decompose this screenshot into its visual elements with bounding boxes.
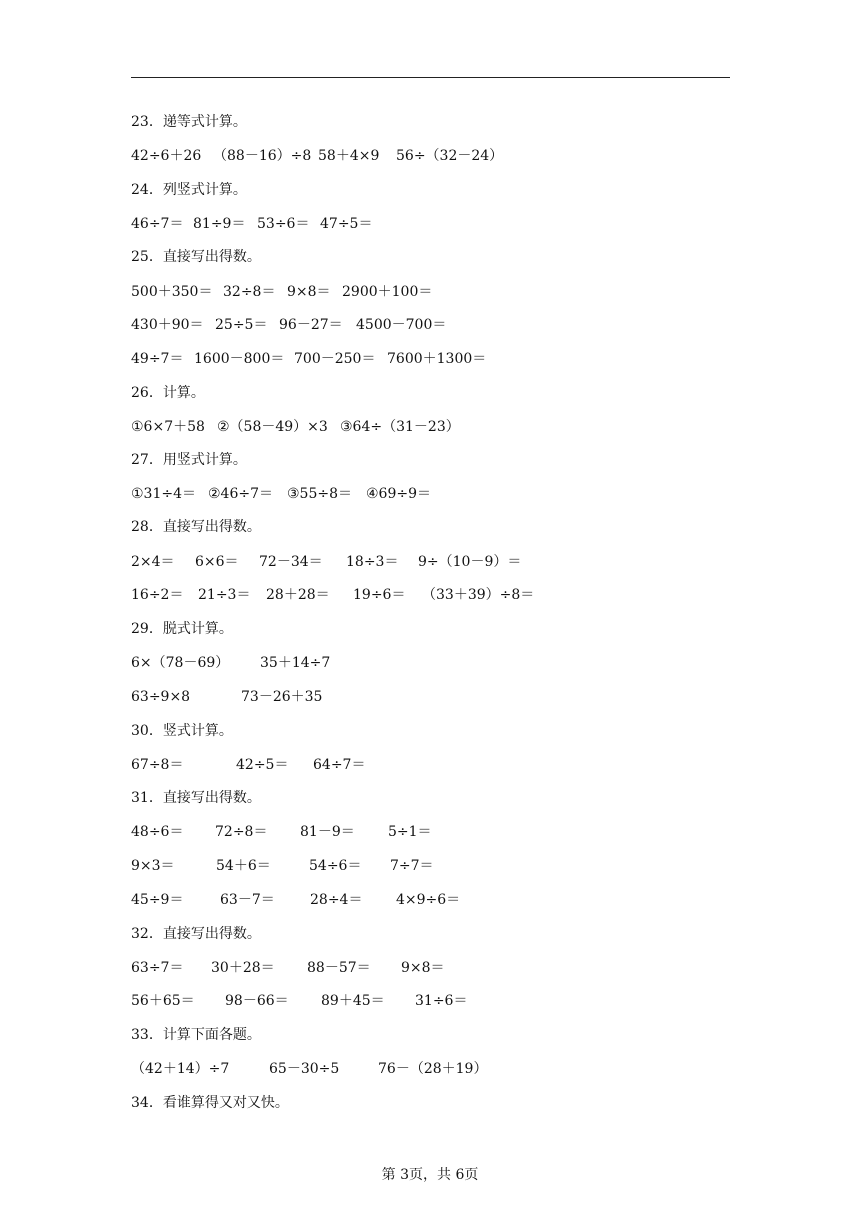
expression: 30＋28＝ xyxy=(211,960,275,976)
expression: ③64÷（31－23） xyxy=(340,419,460,435)
expression: 25÷5＝ xyxy=(215,317,268,333)
expression: 18÷3＝ xyxy=(346,554,399,570)
expression: 4500－700＝ xyxy=(356,317,447,333)
question-29-title: 29．脱式计算。 xyxy=(131,621,233,637)
expression: 58＋4×9 xyxy=(318,148,380,164)
expression: ④69÷9＝ xyxy=(366,486,432,502)
question-32-title: 32．直接写出得数。 xyxy=(131,926,261,942)
expression: 21÷3＝ xyxy=(198,587,251,603)
expression: 72－34＝ xyxy=(259,554,323,570)
expression: 73－26＋35 xyxy=(241,689,323,705)
expression: 9×3＝ xyxy=(131,858,175,874)
expression: 63÷9×8 xyxy=(131,689,191,705)
expression: 63÷7＝ xyxy=(131,960,184,976)
expression: 500＋350＝ xyxy=(131,284,213,300)
expression: 9×8＝ xyxy=(287,284,331,300)
expression: 42÷5＝ xyxy=(236,757,289,773)
expression: 63－7＝ xyxy=(220,892,275,908)
expression: 54＋6＝ xyxy=(216,858,271,874)
expression: ②（58－49）×3 xyxy=(217,419,328,435)
expression: 46÷7＝ xyxy=(131,216,184,232)
expression: 28÷4＝ xyxy=(310,892,363,908)
expression: 2900＋100＝ xyxy=(342,284,433,300)
expression: ①6×7＋58 xyxy=(131,419,205,435)
expression: （88－16）÷8 xyxy=(213,148,312,164)
expression: 56÷（32－24） xyxy=(396,148,504,164)
expression: 1600－800＝ xyxy=(194,351,285,367)
expression: （33＋39）÷8＝ xyxy=(422,587,535,603)
question-30-title: 30．竖式计算。 xyxy=(131,723,233,739)
expression: 430＋90＝ xyxy=(131,317,204,333)
expression: 72÷8＝ xyxy=(215,824,268,840)
expression: 6×（78－69） xyxy=(131,655,230,671)
expression: 45÷9＝ xyxy=(131,892,184,908)
expression: 700－250＝ xyxy=(294,351,376,367)
expression: 96－27＝ xyxy=(279,317,343,333)
expression: 19÷6＝ xyxy=(353,587,406,603)
expression: 48÷6＝ xyxy=(131,824,184,840)
page-footer: 第 3页，共 6页 xyxy=(381,1167,479,1183)
expression: 5÷1＝ xyxy=(388,824,432,840)
expression: 9÷（10－9）＝ xyxy=(418,554,522,570)
expression: 54÷6＝ xyxy=(309,858,362,874)
question-28-title: 28．直接写出得数。 xyxy=(131,519,261,535)
expression: 76－（28＋19） xyxy=(378,1061,488,1077)
header-rule xyxy=(131,77,730,78)
expression: 88－57＝ xyxy=(307,960,371,976)
question-26-title: 26．计算。 xyxy=(131,385,205,401)
expression: 65－30÷5 xyxy=(269,1061,340,1077)
expression: （42＋14）÷7 xyxy=(131,1061,230,1077)
expression: 9×8＝ xyxy=(401,960,445,976)
expression: 6×6＝ xyxy=(195,554,239,570)
question-25-title: 25．直接写出得数。 xyxy=(131,249,261,265)
expression: 42÷6＋26 xyxy=(131,148,202,164)
expression: 35＋14÷7 xyxy=(260,655,331,671)
expression: 28＋28＝ xyxy=(266,587,330,603)
question-33-title: 33．计算下面各题。 xyxy=(131,1027,261,1043)
expression: 16÷2＝ xyxy=(131,587,184,603)
expression: 7600＋1300＝ xyxy=(387,351,487,367)
expression: 81－9＝ xyxy=(300,824,355,840)
expression: 31÷6＝ xyxy=(415,993,468,1009)
expression: 49÷7＝ xyxy=(131,351,184,367)
question-34-title: 34．看谁算得又对又快。 xyxy=(131,1095,289,1111)
expression: 67÷8＝ xyxy=(131,757,184,773)
expression: 56＋65＝ xyxy=(131,993,195,1009)
expression: ①31÷4＝ xyxy=(131,486,197,502)
expression: ③55÷8＝ xyxy=(287,486,353,502)
question-31-title: 31．直接写出得数。 xyxy=(131,790,261,806)
expression: 4×9÷6＝ xyxy=(396,892,461,908)
expression: 64÷7＝ xyxy=(313,757,366,773)
expression: 81÷9＝ xyxy=(193,216,246,232)
expression: 47÷5＝ xyxy=(320,216,373,232)
question-23-title: 23．递等式计算。 xyxy=(131,114,247,130)
expression: 53÷6＝ xyxy=(257,216,310,232)
expression: 98－66＝ xyxy=(225,993,289,1009)
expression: 7÷7＝ xyxy=(390,858,434,874)
question-24-title: 24．列竖式计算。 xyxy=(131,182,247,198)
question-27-title: 27．用竖式计算。 xyxy=(131,452,247,468)
expression: 2×4＝ xyxy=(131,554,175,570)
expression: 89＋45＝ xyxy=(321,993,385,1009)
expression: 32÷8＝ xyxy=(223,284,276,300)
expression: ②46÷7＝ xyxy=(208,486,274,502)
